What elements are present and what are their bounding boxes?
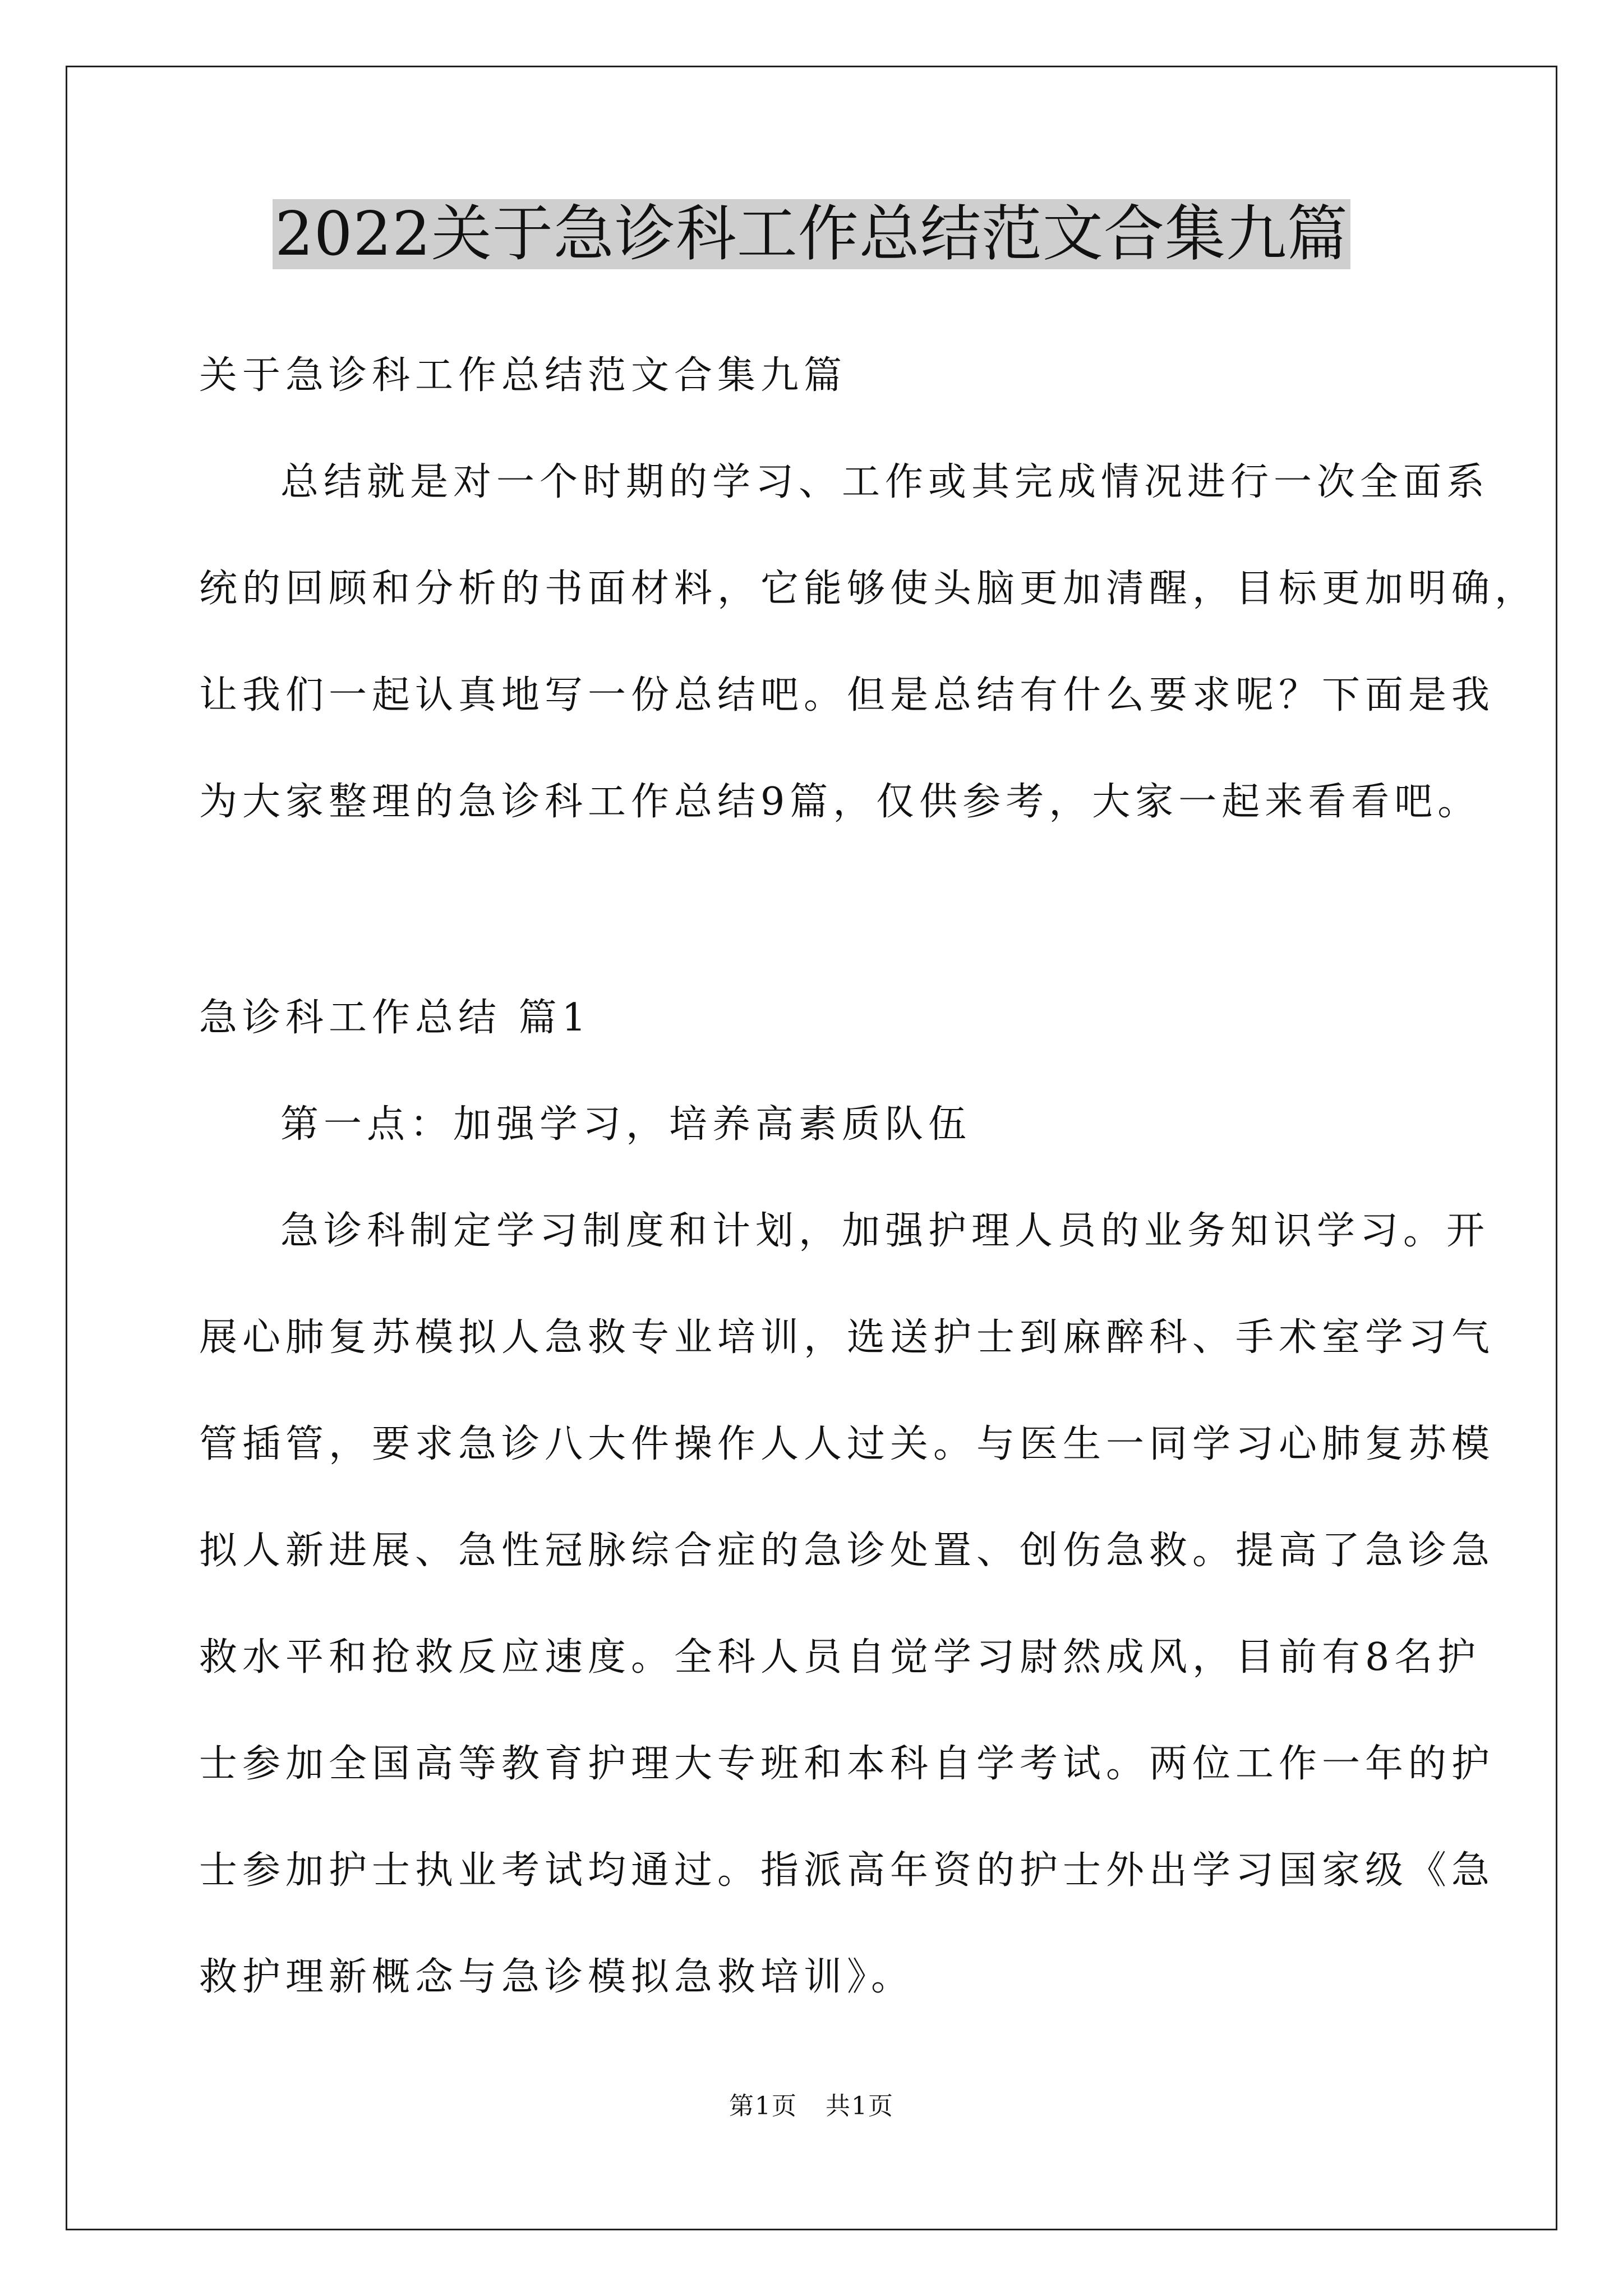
body-line-4: 拟人新进展、急性冠脉综合症的急诊处置、创伤急救。提高了急诊急: [199, 1529, 1495, 1573]
document-subtitle: 关于急诊科工作总结范文合集九篇: [199, 353, 847, 398]
intro-line-4: 为大家整理的急诊科工作总结9篇，仅供参考，大家一起来看看吧。: [199, 780, 1481, 824]
page-total: 共1页: [826, 2092, 894, 2120]
body-line-8: 救护理新概念与急诊模拟急救培训》。: [199, 1955, 915, 1999]
page-footer: [0, 2090, 1623, 2123]
point-heading: 第一点：加强学习，培养高素质队伍: [280, 1102, 972, 1147]
body-line-3: 管插管，要求急诊八大件操作人人过关。与医生一同学习心肺复苏模: [199, 1422, 1495, 1466]
intro-line-2: 统的回顾和分析的书面材料，它能够使头脑更加清醒，目标更加明确，: [199, 567, 1538, 611]
page-number: 第1页: [729, 2092, 797, 2120]
section-heading: 急诊科工作总结 篇1: [199, 996, 591, 1040]
intro-line-3: 让我们一起认真地写一份总结吧。但是总结有什么要求呢？下面是我: [199, 673, 1495, 717]
body-line-2: 展心肺复苏模拟人急救专业培训，选送护士到麻醉科、手术室学习气: [199, 1315, 1495, 1360]
body-line-7: 士参加护士执业考试均通过。指派高年资的护士外出学习国家级《急: [199, 1848, 1495, 1893]
body-line-5: 救水平和抢救反应速度。全科人员自觉学习尉然成风，目前有8名护: [199, 1635, 1481, 1680]
intro-line-1: 总结就是对一个时期的学习、工作或其完成情况进行一次全面系: [280, 460, 1490, 504]
document-title: [0, 195, 1623, 274]
document-title-text: 2022关于急诊科工作总结范文合集九篇: [273, 199, 1350, 269]
body-line-1: 急诊科制定学习制度和计划，加强护理人员的业务知识学习。开: [280, 1209, 1490, 1253]
body-line-6: 士参加全国高等教育护理大专班和本科自学考试。两位工作一年的护: [199, 1742, 1495, 1786]
